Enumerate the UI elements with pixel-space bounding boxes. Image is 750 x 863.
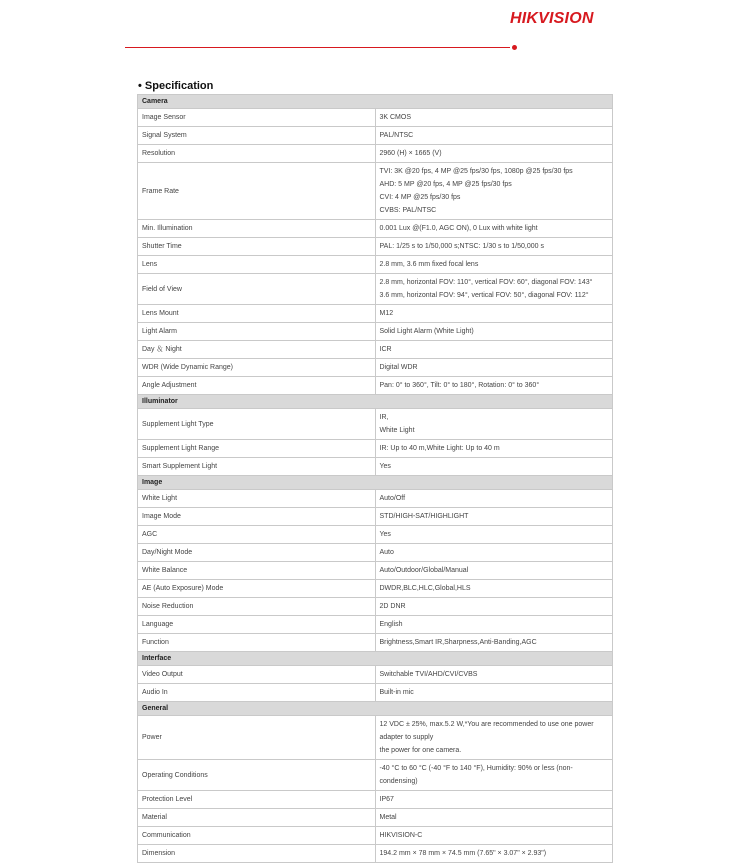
section-header-image [138,476,613,490]
spec-value [375,127,613,145]
spec-row [138,562,613,580]
spec-value [375,341,613,359]
spec-row [138,274,613,305]
spec-row [138,827,613,845]
spec-value [375,490,613,508]
header-rule [125,47,510,48]
spec-value-line: Auto/Outdoor/Global/Manual [379,567,469,574]
spec-row [138,666,613,684]
spec-row [138,616,613,634]
spec-label: WDR (Wide Dynamic Range) [138,359,376,377]
spec-value [375,684,613,702]
spec-row [138,684,613,702]
spec-value-line: 2.8 mm, 3.6 mm fixed focal lens [379,261,479,268]
spec-row [138,238,613,256]
spec-label: Image Mode [138,508,376,526]
spec-label: Protection Level [138,791,376,809]
spec-value-line: Yes [379,531,391,538]
spec-value [375,323,613,341]
spec-label: Signal System [138,127,376,145]
spec-label: Video Output [138,666,376,684]
spec-value-line: ICR [379,346,392,353]
spec-value-line: AHD: 5 MP @20 fps, 4 MP @25 fps/30 fps [379,181,512,188]
spec-row [138,458,613,476]
spec-value [375,827,613,845]
spec-label: Min. Illumination [138,220,376,238]
spec-row [138,145,613,163]
spec-value [375,544,613,562]
spec-value-line: Auto [379,549,394,556]
spec-value-line: Brightness,Smart IR,Sharpness,Anti-Banding,AGC [379,639,537,646]
spec-row [138,220,613,238]
spec-value [375,359,613,377]
spec-value [375,809,613,827]
spec-row [138,791,613,809]
spec-value-line: English [379,621,403,628]
spec-row [138,377,613,395]
spec-label: Supplement Light Type [138,409,376,440]
section-header-general [138,702,613,716]
spec-value-line: 2960 (H) × 1665 (V) [379,150,442,157]
spec-table [137,94,613,863]
spec-value-line: Auto/Off [379,495,406,502]
spec-value [375,274,613,305]
spec-value-line: PAL/NTSC [379,132,414,139]
section-header-interface [138,652,613,666]
spec-value-line: IR: Up to 40 m,White Light: Up to 40 m [379,445,500,452]
spec-label: Dimension [138,845,376,863]
spec-table-body [138,95,613,863]
spec-row [138,544,613,562]
spec-value [375,440,613,458]
spec-value [375,791,613,809]
spec-value [375,145,613,163]
spec-value [375,580,613,598]
spec-value [375,377,613,395]
spec-row [138,760,613,791]
spec-value-line: 3K CMOS [379,114,412,121]
spec-value [375,716,613,760]
spec-value [375,634,613,652]
spec-value-line: Metal [379,814,397,821]
section-title: Interface [138,652,613,666]
spec-row [138,490,613,508]
spec-value-line: IP67 [379,796,394,803]
spec-value [375,163,613,220]
spec-value-line: Yes [379,463,391,470]
spec-label: Angle Adjustment [138,377,376,395]
spec-value [375,616,613,634]
hikvision-logo [510,10,594,28]
spec-label: Day ＆ Night [138,341,376,359]
spec-value-line: DWDR,BLC,HLC,Global,HLS [379,585,471,592]
spec-label: Field of View [138,274,376,305]
spec-label: Noise Reduction [138,598,376,616]
spec-label: White Light [138,490,376,508]
spec-label: Lens Mount [138,305,376,323]
spec-row [138,127,613,145]
spec-row [138,323,613,341]
spec-value-line: 2.8 mm, horizontal FOV: 110°, vertical FOV: 60°, diagonal FOV: 143° [379,279,593,286]
spec-row [138,440,613,458]
spec-value-line: TVI: 3K @20 fps, 4 MP @25 fps/30 fps, 1080p @25 fps/30 fps [379,168,573,175]
spec-value [375,305,613,323]
spec-value-line: 12 VDC ± 25%, max.5.2 W,*You are recommended to use one power adapter to supply [379,721,594,741]
spec-value-line: Pan: 0° to 360°, Tilt: 0° to 180°, Rotation: 0° to 360° [379,382,540,389]
spec-value-line: CVI: 4 MP @25 fps/30 fps [379,194,461,201]
spec-value-line: Built-in mic [379,689,414,696]
spec-label: Lens [138,256,376,274]
spec-label: Supplement Light Range [138,440,376,458]
spec-row [138,716,613,760]
spec-value [375,256,613,274]
spec-value-line: 3.6 mm, horizontal FOV: 94°, vertical FOV: 50°, diagonal FOV: 112° [379,292,589,299]
spec-label: Audio In [138,684,376,702]
spec-label: Smart Supplement Light [138,458,376,476]
spec-value [375,598,613,616]
spec-row [138,341,613,359]
spec-value [375,409,613,440]
section-header-illuminator [138,395,613,409]
spec-value-line: Digital WDR [379,364,418,371]
spec-row [138,845,613,863]
spec-label: Language [138,616,376,634]
spec-label: Function [138,634,376,652]
section-title: Camera [138,95,613,109]
spec-value-line: Switchable TVI/AHD/CVI/CVBS [379,671,478,678]
spec-value-line: 194.2 mm × 78 mm × 74.5 mm (7.65" × 3.07" × 2.93") [379,850,547,857]
spec-value [375,562,613,580]
spec-value [375,220,613,238]
spec-value-line: Solid Light Alarm (White Light) [379,328,474,335]
spec-value [375,666,613,684]
spec-value [375,508,613,526]
spec-label: Communication [138,827,376,845]
spec-row [138,526,613,544]
spec-label: Operating Conditions [138,760,376,791]
spec-value-line: HIKVISION-C [379,832,423,839]
spec-label: Resolution [138,145,376,163]
spec-value-line: CVBS: PAL/NTSC [379,207,437,214]
spec-row [138,580,613,598]
spec-value [375,760,613,791]
spec-label: White Balance [138,562,376,580]
spec-label: AGC [138,526,376,544]
spec-value-line: -40 °C to 60 °C (-40 °F to 140 °F), Humidity: 90% or less (non-condensing) [379,765,573,785]
spec-value [375,238,613,256]
spec-row [138,598,613,616]
spec-value-line: the power for one camera. [379,747,462,754]
spec-row [138,256,613,274]
spec-row [138,809,613,827]
spec-row [138,163,613,220]
spec-value [375,845,613,863]
spec-label: Light Alarm [138,323,376,341]
spec-value-line: M12 [379,310,394,317]
spec-label: Shutter Time [138,238,376,256]
spec-label: Image Sensor [138,109,376,127]
section-title: Image [138,476,613,490]
spec-value-line: STD/HIGH-SAT/HIGHLIGHT [379,513,469,520]
spec-row [138,409,613,440]
logo-text: HIKVISION [510,10,594,27]
spec-value-line: 2D DNR [379,603,406,610]
spec-row [138,305,613,323]
spec-label: Power [138,716,376,760]
spec-value-line: PAL: 1/25 s to 1/50,000 s;NTSC: 1/30 s to 1/50,000 s [379,243,544,250]
spec-label: Day/Night Mode [138,544,376,562]
spec-label: Frame Rate [138,163,376,220]
spec-row [138,634,613,652]
spec-value [375,526,613,544]
spec-row [138,359,613,377]
header-rule-dot [512,45,517,50]
section-title: Illuminator [138,395,613,409]
spec-value-line: IR, [379,414,389,421]
spec-row [138,109,613,127]
spec-heading: • Specification [138,80,214,92]
spec-label: Material [138,809,376,827]
spec-value-line: White Light [379,427,415,434]
spec-value [375,109,613,127]
section-title: General [138,702,613,716]
spec-value [375,458,613,476]
spec-value-line: 0.001 Lux @(F1.0, AGC ON), 0 Lux with white light [379,225,538,232]
section-header-camera [138,95,613,109]
spec-row [138,508,613,526]
spec-label: AE (Auto Exposure) Mode [138,580,376,598]
